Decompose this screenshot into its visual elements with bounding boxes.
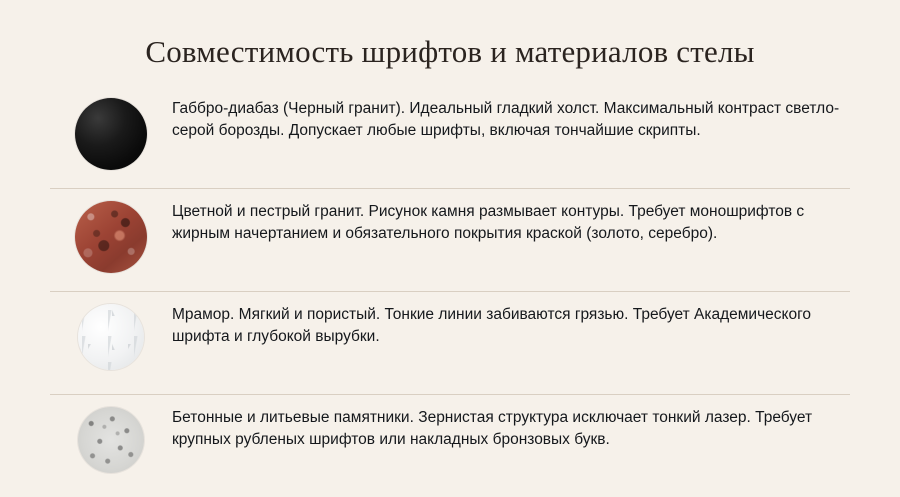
swatch-cell <box>50 405 172 473</box>
material-description: Габбро-диабаз (Черный гранит). Идеальный гладкий холст. Максимальный контраст светло-серой борозды. Допускает любые шрифты, включая тончайшие скрипты. <box>172 99 840 140</box>
list-item <box>50 188 850 291</box>
list-item <box>50 394 850 497</box>
gabbro-diabase-black-granite-swatch <box>75 98 147 170</box>
concrete-cast-swatch <box>78 407 144 473</box>
swatch-cell <box>50 96 172 170</box>
white-marble-swatch <box>78 304 144 370</box>
swatch-cell <box>50 302 172 370</box>
material-list <box>50 86 850 497</box>
material-description: Цветной и пестрый гранит. Рисунок камня размывает контуры. Требует моношрифтов с жирным начертанием и обязательного покрытия краской (золото, серебро). <box>172 202 805 243</box>
swatch-cell <box>50 199 172 273</box>
page-title: Совместимость шрифтов и материалов стелы <box>145 34 755 69</box>
colored-red-granite-swatch <box>75 201 147 273</box>
list-item <box>50 86 850 188</box>
list-item <box>50 291 850 394</box>
material-description: Бетонные и литьевые памятники. Зернистая структура исключает тонкий лазер. Требует крупных рубленых шрифтов или накладных бронзовых букв. <box>172 408 813 449</box>
material-description: Мрамор. Мягкий и пористый. Тонкие линии забиваются грязью. Требует Академического шрифта и глубокой вырубки. <box>172 305 812 346</box>
